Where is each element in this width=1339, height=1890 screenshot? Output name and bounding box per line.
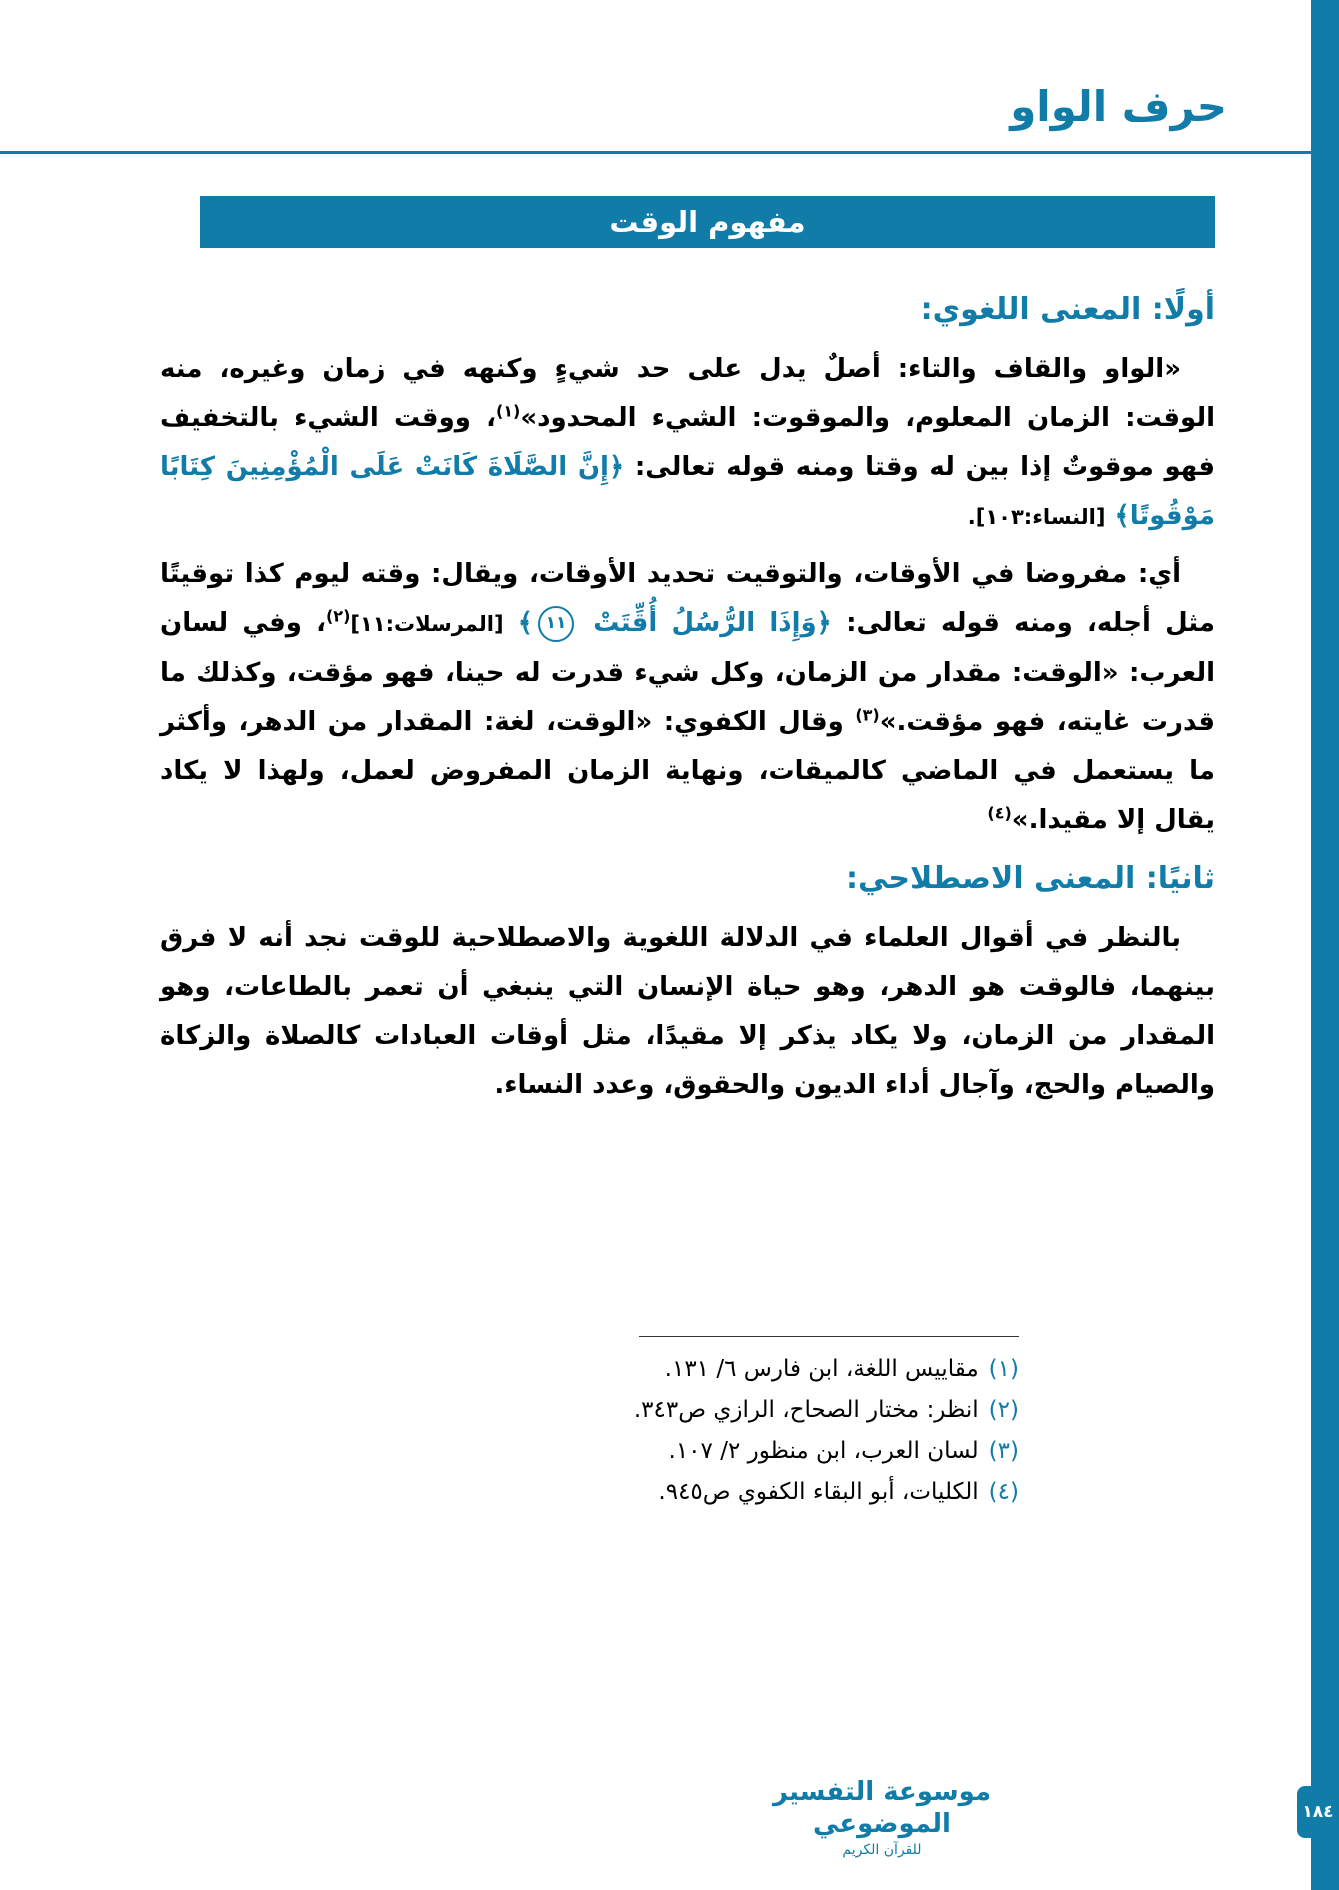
- footnote-3: [634, 1431, 1019, 1472]
- body-text: أي: مفروضا في الأوقات، والتوقيت تحديد الأوقات، ويقال: وقته ليوم كذا توقيتًا مثل أجله، ومنه قوله تعالى:: [160, 559, 1215, 638]
- footnote-ref-4: (٤): [987, 803, 1012, 823]
- quran-verse-mursalat-11: ﴿وَإِذَا الرُّسُلُ أُقِّتَتْ: [593, 608, 832, 638]
- paragraph-linguistic-2: [160, 550, 1215, 845]
- page-number-tab: [1297, 1786, 1339, 1838]
- footnote-ref-1: (١): [495, 401, 521, 421]
- logo-subtitle: للقرآن الكريم: [842, 1842, 922, 1858]
- footnote-number: (٤): [988, 1479, 1019, 1505]
- footnotes-block: [634, 1336, 1019, 1513]
- paragraph-terminological: [160, 914, 1215, 1110]
- page-edge-strip: [1311, 0, 1339, 1890]
- body-text: ، ووقت الشيء بالتخفيف فهو موقوتٌ إذا بين له وقتا ومنه قوله تعالى:: [160, 403, 1215, 482]
- footnote-1: [634, 1349, 1019, 1390]
- quran-verse-nisa-103: ﴿إِنَّ الصَّلَاةَ كَانَتْ عَلَى الْمُؤْمِنِينَ كِتَابًا مَوْقُوتًا﴾: [160, 452, 1215, 531]
- paragraph-linguistic-1: [160, 345, 1215, 542]
- body-text: ، وفي لسان العرب: «الوقت: مقدار من الزمان، وكل شيء قدرت له حينا، فهو مؤقت، وكذلك ما قدرت غايته، فهو مؤقت.»: [160, 608, 1215, 737]
- footnote-number: (٢): [988, 1397, 1019, 1423]
- heading-linguistic-meaning: أولًا: المعنى اللغوي:: [920, 292, 1215, 327]
- footnote-text: انظر: مختار الصحاح، الرازي ص٣٤٣.: [633, 1397, 979, 1423]
- footnote-number: (١): [988, 1356, 1019, 1382]
- footnote-number: (٣): [988, 1438, 1019, 1464]
- verse-closing-bracket: ﴾: [517, 608, 533, 638]
- ayah-number-ornament: ١١: [538, 606, 574, 642]
- logo-title: موسوعة التفسير الموضوعي: [772, 1777, 992, 1839]
- footnote-ref-3: (٣): [855, 705, 880, 725]
- footnote-4: [634, 1472, 1019, 1513]
- footnote-2: [634, 1390, 1019, 1431]
- header-divider-line: [0, 151, 1311, 154]
- chapter-header-calligraphy: حرف الواو: [1010, 82, 1227, 131]
- publisher-logo-calligraphy: [751, 1776, 1013, 1860]
- footnote-text: الكليات، أبو البقاء الكفوي ص٩٤٥.: [658, 1479, 979, 1505]
- section-title-bar: [200, 196, 1215, 248]
- heading-terminological-meaning: ثانيًا: المعنى الاصطلاحي:: [846, 861, 1215, 896]
- body-text: بالنظر في أقوال العلماء في الدلالة اللغوية والاصطلاحية للوقت نجد أنه لا فرق بينهما، فالوقت هو الدهر، وهو حياة الإنسان التي ينبغي أن تعمر بالطاعات، وهو المقدار من الزمان، ولا يكاد يذكر إلا مقيدًا، مثل أوقات العبادات كالصلاة والزكاة والصيام والحج، وآجال أداء الديون والحقوق، وعدد النساء.: [160, 923, 1215, 1100]
- verse-citation-mursalat: [المرسلات:١١]: [350, 612, 504, 636]
- footnote-text: لسان العرب، ابن منظور ٢/ ١٠٧.: [668, 1438, 979, 1464]
- footnote-text: مقاييس اللغة، ابن فارس ٦/ ١٣١.: [664, 1356, 979, 1382]
- main-text-block: [160, 276, 1215, 1118]
- page-number: ١٨٤: [1302, 1802, 1334, 1822]
- footnote-ref-2: (٢): [325, 606, 351, 626]
- verse-citation-nisa: [النساء:١٠٣].: [967, 505, 1106, 529]
- body-text: «الواو والقاف والتاء: أصلٌ يدل على حد شيءٍ وكنهه في زمان وغيره، منه الوقت: الزمان المعلوم، والموقوت: الشيء المحدود»: [160, 354, 1216, 433]
- body-text: وقال الكفوي: «الوقت، لغة: المقدار من الدهر، وأكثر ما يستعمل في الماضي كالميقات، ونهاية الزمان المفروض لعمل، ولهذا لا يكاد يقال إلا مقيدا.»: [160, 707, 1215, 835]
- footnote-separator-line: [639, 1336, 1019, 1337]
- section-title: مفهوم الوقت: [609, 205, 806, 239]
